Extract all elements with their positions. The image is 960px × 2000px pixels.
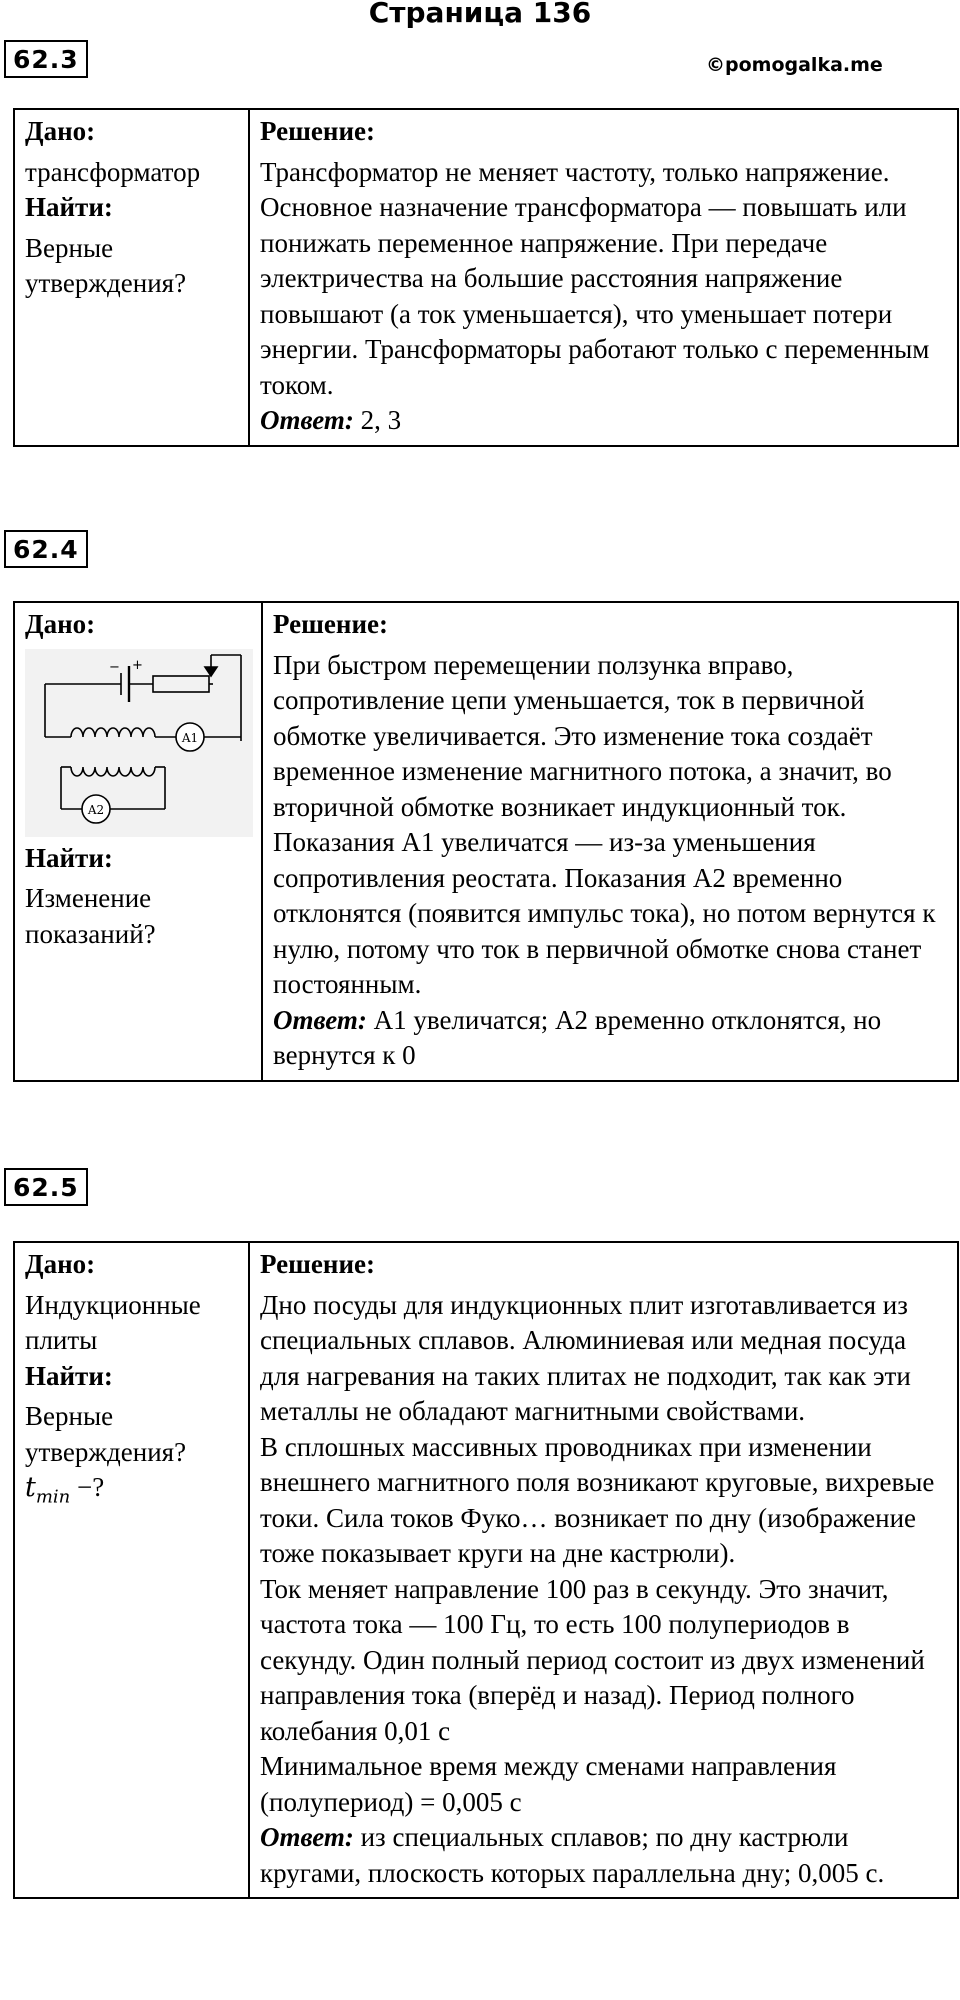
answer-text: A1 увеличатся; A2 временно отклонятся, но вернутся к 0 xyxy=(273,1004,882,1070)
task-table xyxy=(13,1241,959,1899)
find-label: Найти: xyxy=(25,842,113,873)
given-text: Индукционные плиты xyxy=(25,1289,201,1355)
watermark: ©pomogalka.me xyxy=(706,54,883,76)
solution-label: Решение: xyxy=(260,116,375,146)
ammeter-a1-label: A1 xyxy=(181,730,199,745)
solution-paragraph: Дно посуды для индукционных плит изготавливается из специальных сплавов. Алюминиевая или медная посуда для нагревания на таких плитах не подходит, так как эти металлы не обладают магнитными свойствами. xyxy=(260,1289,911,1426)
solution-label: Решение: xyxy=(273,609,388,639)
answer-line xyxy=(260,1820,947,1891)
solution-paragraph: В сплошных массивных проводниках при изменении внешнего магнитного поля возникают круговые, вихревые токи. Сила токов Фуко… возникает по дну (изображение тоже показывает круги на дне кастрюли). xyxy=(260,1431,935,1568)
answer-line xyxy=(273,1003,947,1074)
find-text: Верные утверждения? xyxy=(25,1401,187,1467)
find-text: Изменение показаний? xyxy=(25,883,156,949)
battery-plus-label: + xyxy=(132,657,143,673)
answer-text: 2, 3 xyxy=(353,405,402,435)
find-label: Найти: xyxy=(25,192,113,222)
task-table xyxy=(13,108,959,447)
ammeter-a2-label: A2 xyxy=(87,802,105,817)
variable-base: t xyxy=(25,1472,36,1503)
variable-subscript: min xyxy=(35,1486,71,1508)
given-cell xyxy=(14,602,262,1081)
variable-suffix: −? xyxy=(70,1472,105,1502)
given-cell xyxy=(14,109,249,446)
solution-cell xyxy=(249,1242,958,1898)
battery-minus-label: − xyxy=(109,659,120,675)
answer-label: Ответ: xyxy=(260,405,354,435)
find-label: Найти: xyxy=(25,1360,113,1391)
find-variable xyxy=(25,1470,238,1515)
answer-label: Ответ: xyxy=(260,1822,354,1852)
circuit-diagram xyxy=(25,649,253,837)
solution-cell xyxy=(249,109,958,446)
solution-cell xyxy=(262,602,958,1081)
given-text: трансформатор xyxy=(25,156,201,187)
given-cell xyxy=(14,1242,249,1898)
page-title: Страница 136 xyxy=(368,0,592,29)
solution-label: Решение: xyxy=(260,1249,375,1279)
answer-text: из специальных сплавов; по дну кастрюли кругами, плоскость которых параллельна дну; 0,005 с. xyxy=(260,1822,885,1888)
solution-paragraph: Ток меняет направление 100 раз в секунду. Это значит, частота тока — 100 Гц, то есть 100 полупериодов в секунду. Один полный период состоит из двух изменений направления тока (вперёд и назад). Период полного колебания 0,01 с xyxy=(260,1573,925,1746)
solution-text: При быстром перемещении ползунка вправо, сопротивление цепи уменьшается, ток в первичной обмотке увеличивается. Это изменение тока создаёт временное изменение магнитного потока, а значит, во вторичной обмотке возникает индукционный ток. Показания A1 увеличатся — из-за уменьшения сопротивления реостата. Показания A2 временно отклонятся (появится импульс тока), но потом вернутся к нулю, потому что ток в первичной обмотке снова станет постоянным. xyxy=(273,649,936,999)
answer-label: Ответ: xyxy=(273,1004,367,1035)
given-label: Дано: xyxy=(25,609,96,639)
answer-line xyxy=(260,403,947,439)
given-label: Дано: xyxy=(25,116,96,146)
find-text: Верные утверждения? xyxy=(25,232,187,298)
task-number: 62.5 xyxy=(4,1168,88,1206)
task-table xyxy=(13,601,959,1082)
solution-text: Трансформатор не меняет частоту, только напряжение. Основное назначение трансформатора — повышать или понижать переменное напряжение. При передаче электричества на большие расстояния напряжение повышают (а ток уменьшается), что уменьшает потери энергии. Трансформаторы работают только с переменным током. xyxy=(260,156,930,400)
given-label: Дано: xyxy=(25,1249,96,1279)
task-number: 62.4 xyxy=(4,530,88,568)
task-number: 62.3 xyxy=(4,40,88,78)
solution-paragraph: Минимальное время между сменами направления (полупериод) = 0,005 с xyxy=(260,1751,837,1817)
